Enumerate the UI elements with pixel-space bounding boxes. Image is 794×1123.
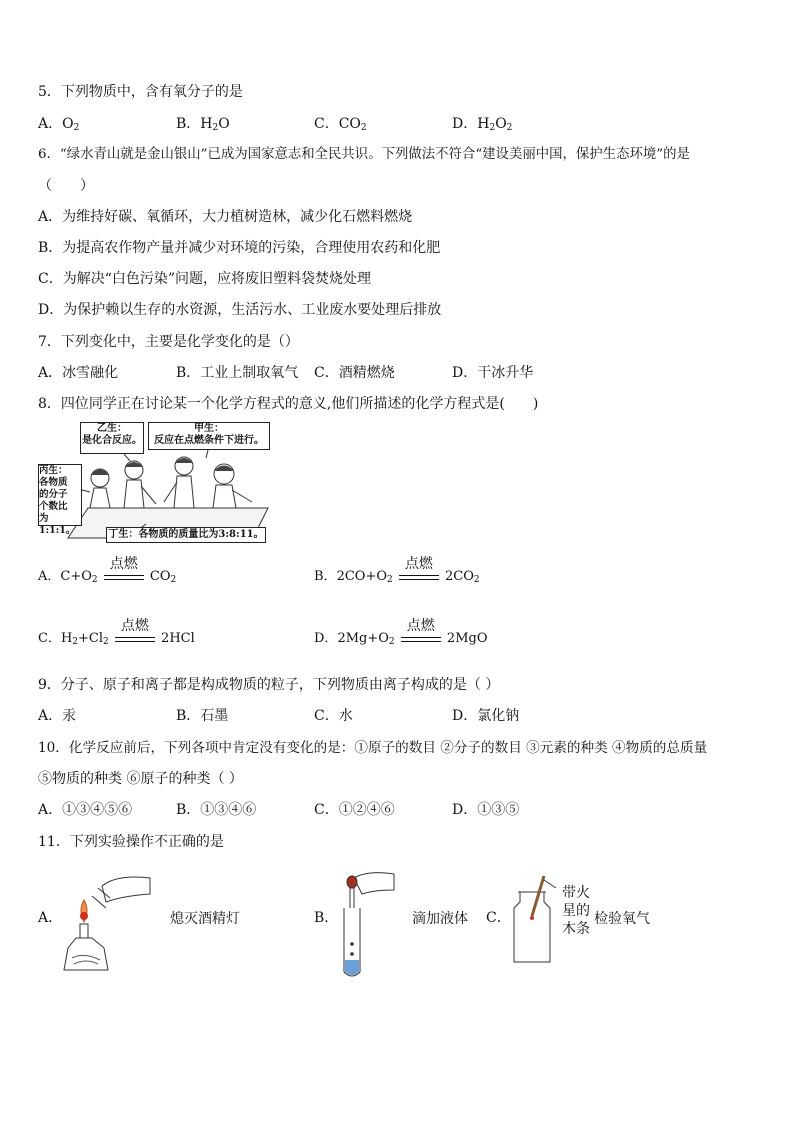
q7-stem: 7．下列变化中，主要是化学变化的是（） [38,334,299,350]
q5-option-c[interactable]: C．$CO_2$ [314,116,367,133]
q11-option-b-caption: 滴加液体 [412,911,468,927]
q6-stem: 6．“绿水青山就是金山银山”已成为国家意志和全民共识。下列做法不符合“建设美丽中国，保护生态环境”的是 [38,147,690,162]
q9-option-d[interactable]: D．氯化钠 [452,708,520,724]
bubble-bing: 丙生： 各物质 的分子 个数比 为1:1:1。 [38,464,82,526]
q5-option-a[interactable]: A．$O_2$ [38,116,80,133]
reaction-arrow: 点燃 [102,567,146,587]
q10-option-b[interactable]: B．①③④⑥ [176,802,257,818]
q5-option-b[interactable]: B．$H_2O$ [176,116,230,133]
reaction-arrow: 点燃 [113,629,157,649]
q5-option-d[interactable]: D．$H_2O_2$ [452,116,513,133]
q8-option-b[interactable]: B．$2CO+O_2$ 点燃 $2CO_2$ [314,555,480,585]
oxygen-test-figure [510,874,560,964]
q8-option-c[interactable]: C．$H_2+Cl_2$ 点燃 2HCl [38,617,195,647]
q11-option-a-caption: 熄灭酒精灯 [170,911,240,927]
alcohol-lamp-icon [62,872,162,977]
dropper-figure [334,868,404,980]
dropper-icon [334,868,404,980]
q6-option-d[interactable]: D．为保护赖以生存的水资源，生活污水、工业废水要处理后排放 [38,302,442,318]
q9-option-b[interactable]: B．石墨 [176,708,229,724]
q11-stem: 11．下列实验操作不正确的是 [38,834,224,850]
q9-option-c[interactable]: C．水 [314,708,353,724]
q7-option-a[interactable]: A．冰雪融化 [38,365,119,381]
reaction-arrow: 点燃 [397,567,441,587]
q10-stem-line1: 10．化学反应前后，下列各项中肯定没有变化的是：①原子的数目 ②分子的数目 ③元素的种类 ④物质的总质量 [38,740,708,756]
q8-option-d[interactable]: D．$2Mg+O_2$ 点燃 2MgO [314,617,488,647]
q6-paren: （ ） [38,178,94,194]
q10-option-c[interactable]: C．①②④⑥ [314,802,395,818]
q11-option-b-letter[interactable]: B． [314,910,339,926]
q6-option-b[interactable]: B．为提高农作物产量并减少对环境的污染，合理使用农药和化肥 [38,240,441,256]
alcohol-lamp-figure [62,872,162,977]
reaction-arrow: 点燃 [399,629,443,649]
q8-discussion-figure [38,420,278,545]
q10-stem-line2: ⑤物质的种类 ⑥原子的种类（ ） [38,771,243,787]
q7-option-c[interactable]: C．酒精燃烧 [314,365,395,381]
splint-label: 带火 星的 木条 [562,885,590,937]
bubble-yi: 乙生： 是化合反应。 [80,422,144,454]
bubble-jia: 甲生： 反应在点燃条件下进行。 [148,422,270,450]
q7-option-d[interactable]: D．干冰升华 [452,365,534,381]
q7-option-b[interactable]: B．工业上制取氧气 [176,365,299,381]
q6-option-c[interactable]: C．为解决“白色污染”问题，应将废旧塑料袋焚烧处理 [38,271,372,287]
q9-stem: 9．分子、原子和离子都是构成物质的粒子，下列物质由离子构成的是（ ） [38,677,500,693]
q11-option-c-caption: 检验氧气 [594,911,650,927]
q8-option-a[interactable]: A．$C+O_2$ 点燃 $CO_2$ [38,555,177,585]
bubble-ding: 丁生：各物质的质量比为3:8:11。 [106,527,266,543]
q10-option-a[interactable]: A．①③④⑤⑥ [38,802,133,818]
gas-jar-icon [510,874,560,964]
q6-option-a[interactable]: A．为维持好碳、氧循环，大力植树造林，减少化石燃料燃烧 [38,209,413,225]
q11-option-c-letter[interactable]: C． [486,910,511,926]
q10-option-d[interactable]: D．①③⑤ [452,802,520,818]
q11-option-a-letter[interactable]: A． [38,910,63,926]
q5-stem: 5．下列物质中，含有氧分子的是 [38,84,243,100]
q8-stem: 8．四位同学正在讨论某一个化学方程式的意义,他们所描述的化学方程式是( ) [38,396,539,412]
q9-option-a[interactable]: A．汞 [38,708,77,724]
